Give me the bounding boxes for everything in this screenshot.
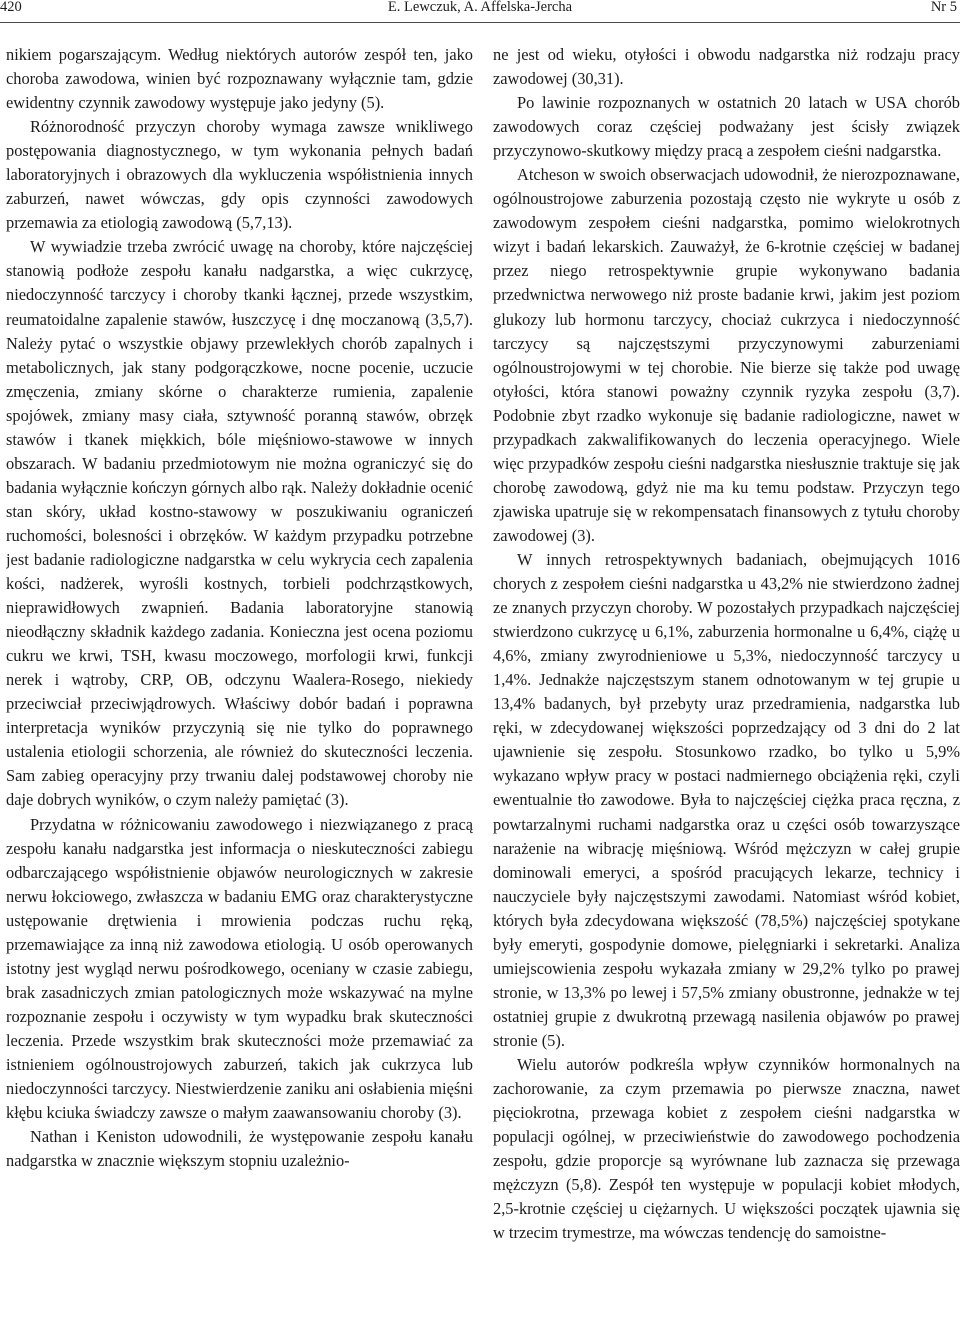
issue-number: Nr 5 (930, 0, 957, 15)
paragraph: W innych retrospektywnych badaniach, obejmujących 1016 chorych z zespołem cieśni nadgarstka u 43,2% nie stwierdzono żadnej ze znanych przyczyn choroby. W pozostałych przypadkach najczęściej stwierdzono cukrzycę u 6,1%, zaburzenia hormonalne u 6,4%, ciążę u 4,6%, zmiany zwyrodnieniowe u 5,3%, niedoczynność tarczycy u 1,4%. Jednakże najczęstszym stanem odnotowanym w tej grupie u 13,4% badanych, był przebyty uraz przedramienia, nadgarstka lub ręki, w zdecydowanej większości poprzedzający od 3 dni do 2 lat ujawnienie się zespołu. Stosunkowo rzadko, bo tylko u 5,9% wykazano wpływ pracy w postaci nadmiernego obciążenia ręki, czyli ewentualnie tło zawodowe. Była to najczęściej ciężka praca ręczna, z powtarzalnymi ruchami nadgarstka oraz u części osób towarzyszące narażenie na wibrację mięśniową. Wśród mężczyzn w całej grupie dominowali emeryci, a spośród pracujących lekarze, technicy i nauczyciele były najczęstszymi zawodami. Natomiast wśród kobiet, których była zdecydowana większość (78,5%) najczęściej spotykane były emeryti, gospodynie domowe, pielęgniarki i sekretarki. Analiza umiejscowienia zespołu wykazała zmiany w 29,2% tylko po prawej stronie, w 13,3% po lewej i 57,5% zmiany obustronne, jednakże w tej ostatniej grupie z dwukrotną przewagą nasilenia objawów po prawej stronie (5). (493, 549, 960, 1050)
paragraph: nikiem pogarszającym. Według niektórych autorów zespół ten, jako choroba zawodowa, winien być rozpoznawany wyłącznie tam, gdzie ewidentny czynnik zawodowy występuje jako jedyny (5). (6, 45, 473, 113)
paragraph: Po lawinie rozpoznanych w ostatnich 20 latach w USA chorób zawodowych coraz częściej podważany jest ścisły związek przyczynowo-skutkowy między pracą a zespołem cieśni nadgarstka. (493, 93, 960, 161)
left-column (6, 43, 473, 1317)
paragraph: Wielu autorów podkreśla wpływ czynników hormonalnych na zachorowanie, za czym przemawia po pierwsze znaczna, nawet pięciokrotna, przewaga kobiet z zespołem cieśni nadgarstka w populacji ogólnej, w przeciwieństwie do zawodowego pochodzenia zespołu, gdzie proporcje są wyrównane lub zaznacza się przewaga mężczyzn (5,8). Zespół ten występuje w populacji kobiet młodych, 2,5-krotnie częściej u ciężarnych. U większości początek ujawnia się w trzecim trymestrze, ma wówczas tendencję do samoistne- (493, 1054, 960, 1243)
right-column (493, 43, 960, 1317)
paragraph: Atcheson w swoich obserwacjach udowodnił, że nierozpoznawane, ogólnoustrojowe zaburzenia pozostają często nie wykryte u osób z zawodowym zespołem cieśni nadgarstka, pomimo wielokrotnych wizyt i badań lekarskich. Zauważył, że 6-krotnie częściej w badanej przez niego retrospektywnie grupie wykonywano badania przedwnictwa nerwowego niż proste badanie krwi, jakim jest poziom glukozy lub hormonu tarczycy, chociaż cukrzyca i niedoczynność tarczycy są najczęstszymi przyczynowymi zaburzeniami ogólnoustrojowymi w tej chorobie. Nie bierze się także pod uwagę otyłości, która stanowi poważny czynnik ryzyka zespołu (3,7). Podobnie zbyt rzadko wykonuje się badanie radiologiczne, nawet w przypadkach zakwalifikowanych do leczenia operacyjnego. Wiele więc przypadków zespołu cieśni nadgarstka niesłusznie traktuje się jak chorobę zawodową, gdyż nie ma ku temu podstaw. Przyczyn tego zjawiska upatruje się w rekompensatach finansowych z tytułu choroby zawodowej (3). (493, 165, 960, 545)
paragraph: Nathan i Keniston udowodnili, że występowanie zespołu kanału nadgarstka w znacznie większym stopniu uzależnio- (6, 1127, 473, 1171)
paragraph: W wywiadzie trzeba zwrócić uwagę na choroby, które najczęściej stanowią podłoże zespołu kanału nadgarstka, a więc cukrzycę, niedoczynność tarczycy i choroby tkanki łącznej, przede wszystkim, reumatoidalne zapalenie stawów, łuszczycę i dnę moczanową (3,5,7). Należy pytać o wszystkie objawy przewlekłych chorób zapalnych i metabolicznych, jak stany podgorączkowe, nocne pocenie, uczucie zmęczenia, zmiany skórne o charakterze rumienia, zapalenie spojówek, zmiany masy ciała, sztywność poranną stawów, obrzęk stawów i tkanek miękkich, bóle mięśniowo-stawowe w innych obszarach. W badaniu przedmiotowym nie można ograniczyć się do badania wyłącznie kończyn górnych albo rąk. Należy dokładnie ocenić stan skóry, układ kostno-stawowy w poszukiwaniu ograniczeń ruchomości, bolesności i obrzęków. W każdym przypadku potrzebne jest badanie radiologiczne nadgarstka w celu wykrycia cech zapalenia kości, nadżerek, wyrośli kostnych, torbieli podchrząstkowych, nieprawidłowych zwapnień. Badania laboratoryjne stanowią nieodłączny składnik każdego zadania. Konieczna jest ocena poziomu cukru we krwi, TSH, kwasu moczowego, morfologii krwi, funkcji nerek i wątroby, CRP, OB, odczynu Waalera-Rosego, niekiedy przeciwciał przeciwjądrowych. Właściwy dobór badań i poprawna interpretacja wyników przyczynią się nie tylko do poprawnego ustalenia etiologii schorzenia, ale również do skuteczności leczenia. Sam zabieg operacyjny przy trwaniu dalej podstawowej choroby nie daje dobrych wyników, o czym należy pamiętać (3). (6, 237, 473, 810)
running-head-authors: E. Lewczuk, A. Affelska-Jercha (387, 0, 573, 15)
header-rule (0, 22, 960, 23)
paragraph: Różnorodność przyczyn choroby wymaga zawsze wnikliwego postępowania diagnostycznego, w tym wykonania pełnych badań laboratoryjnych i obrazowych dla wykluczenia współistnienia innych zaburzeń, nawet wówczas, gdy opis czynności zawodowych przemawia za etiologią zawodową (5,7,13). (6, 117, 473, 233)
page-number: 420 (0, 0, 22, 15)
paragraph: ne jest od wieku, otyłości i obwodu nadgarstka niż rodzaju pracy zawodowej (30,31). (493, 45, 960, 89)
paragraph: Przydatna w różnicowaniu zawodowego i niezwiązanego z pracą zespołu kanału nadgarstka jest informacja o nieskuteczności zabiegu odbarczającego współistnienie objawów neurologicznych w zakresie nerwu łokciowego, zwłaszcza w badaniu EMG oraz charakterystyczne ustępowanie drętwienia i mrowienia podczas ruchu ręką, przemawiające za inną niż zawodowa etiologią. U osób operowanych istotny jest wygląd nerwu pośrodkowego, oceniany w czasie zabiegu, brak zasadniczych zmian patologicznych może wskazywać na mylne rozpoznanie zespołu i oczywisty w tym wypadku brak skuteczności leczenia. Przede wszystkim brak skuteczności może przemawiać za istnieniem ogólnoustrojowych zaburzeń, takich jak cukrzyca lub niedoczynności tarczycy. Niestwierdzenie zaniku ani osłabienia mięśni kłębu kciuka świadczy zawsze o małym zaawansowaniu choroby (3). (6, 814, 473, 1123)
